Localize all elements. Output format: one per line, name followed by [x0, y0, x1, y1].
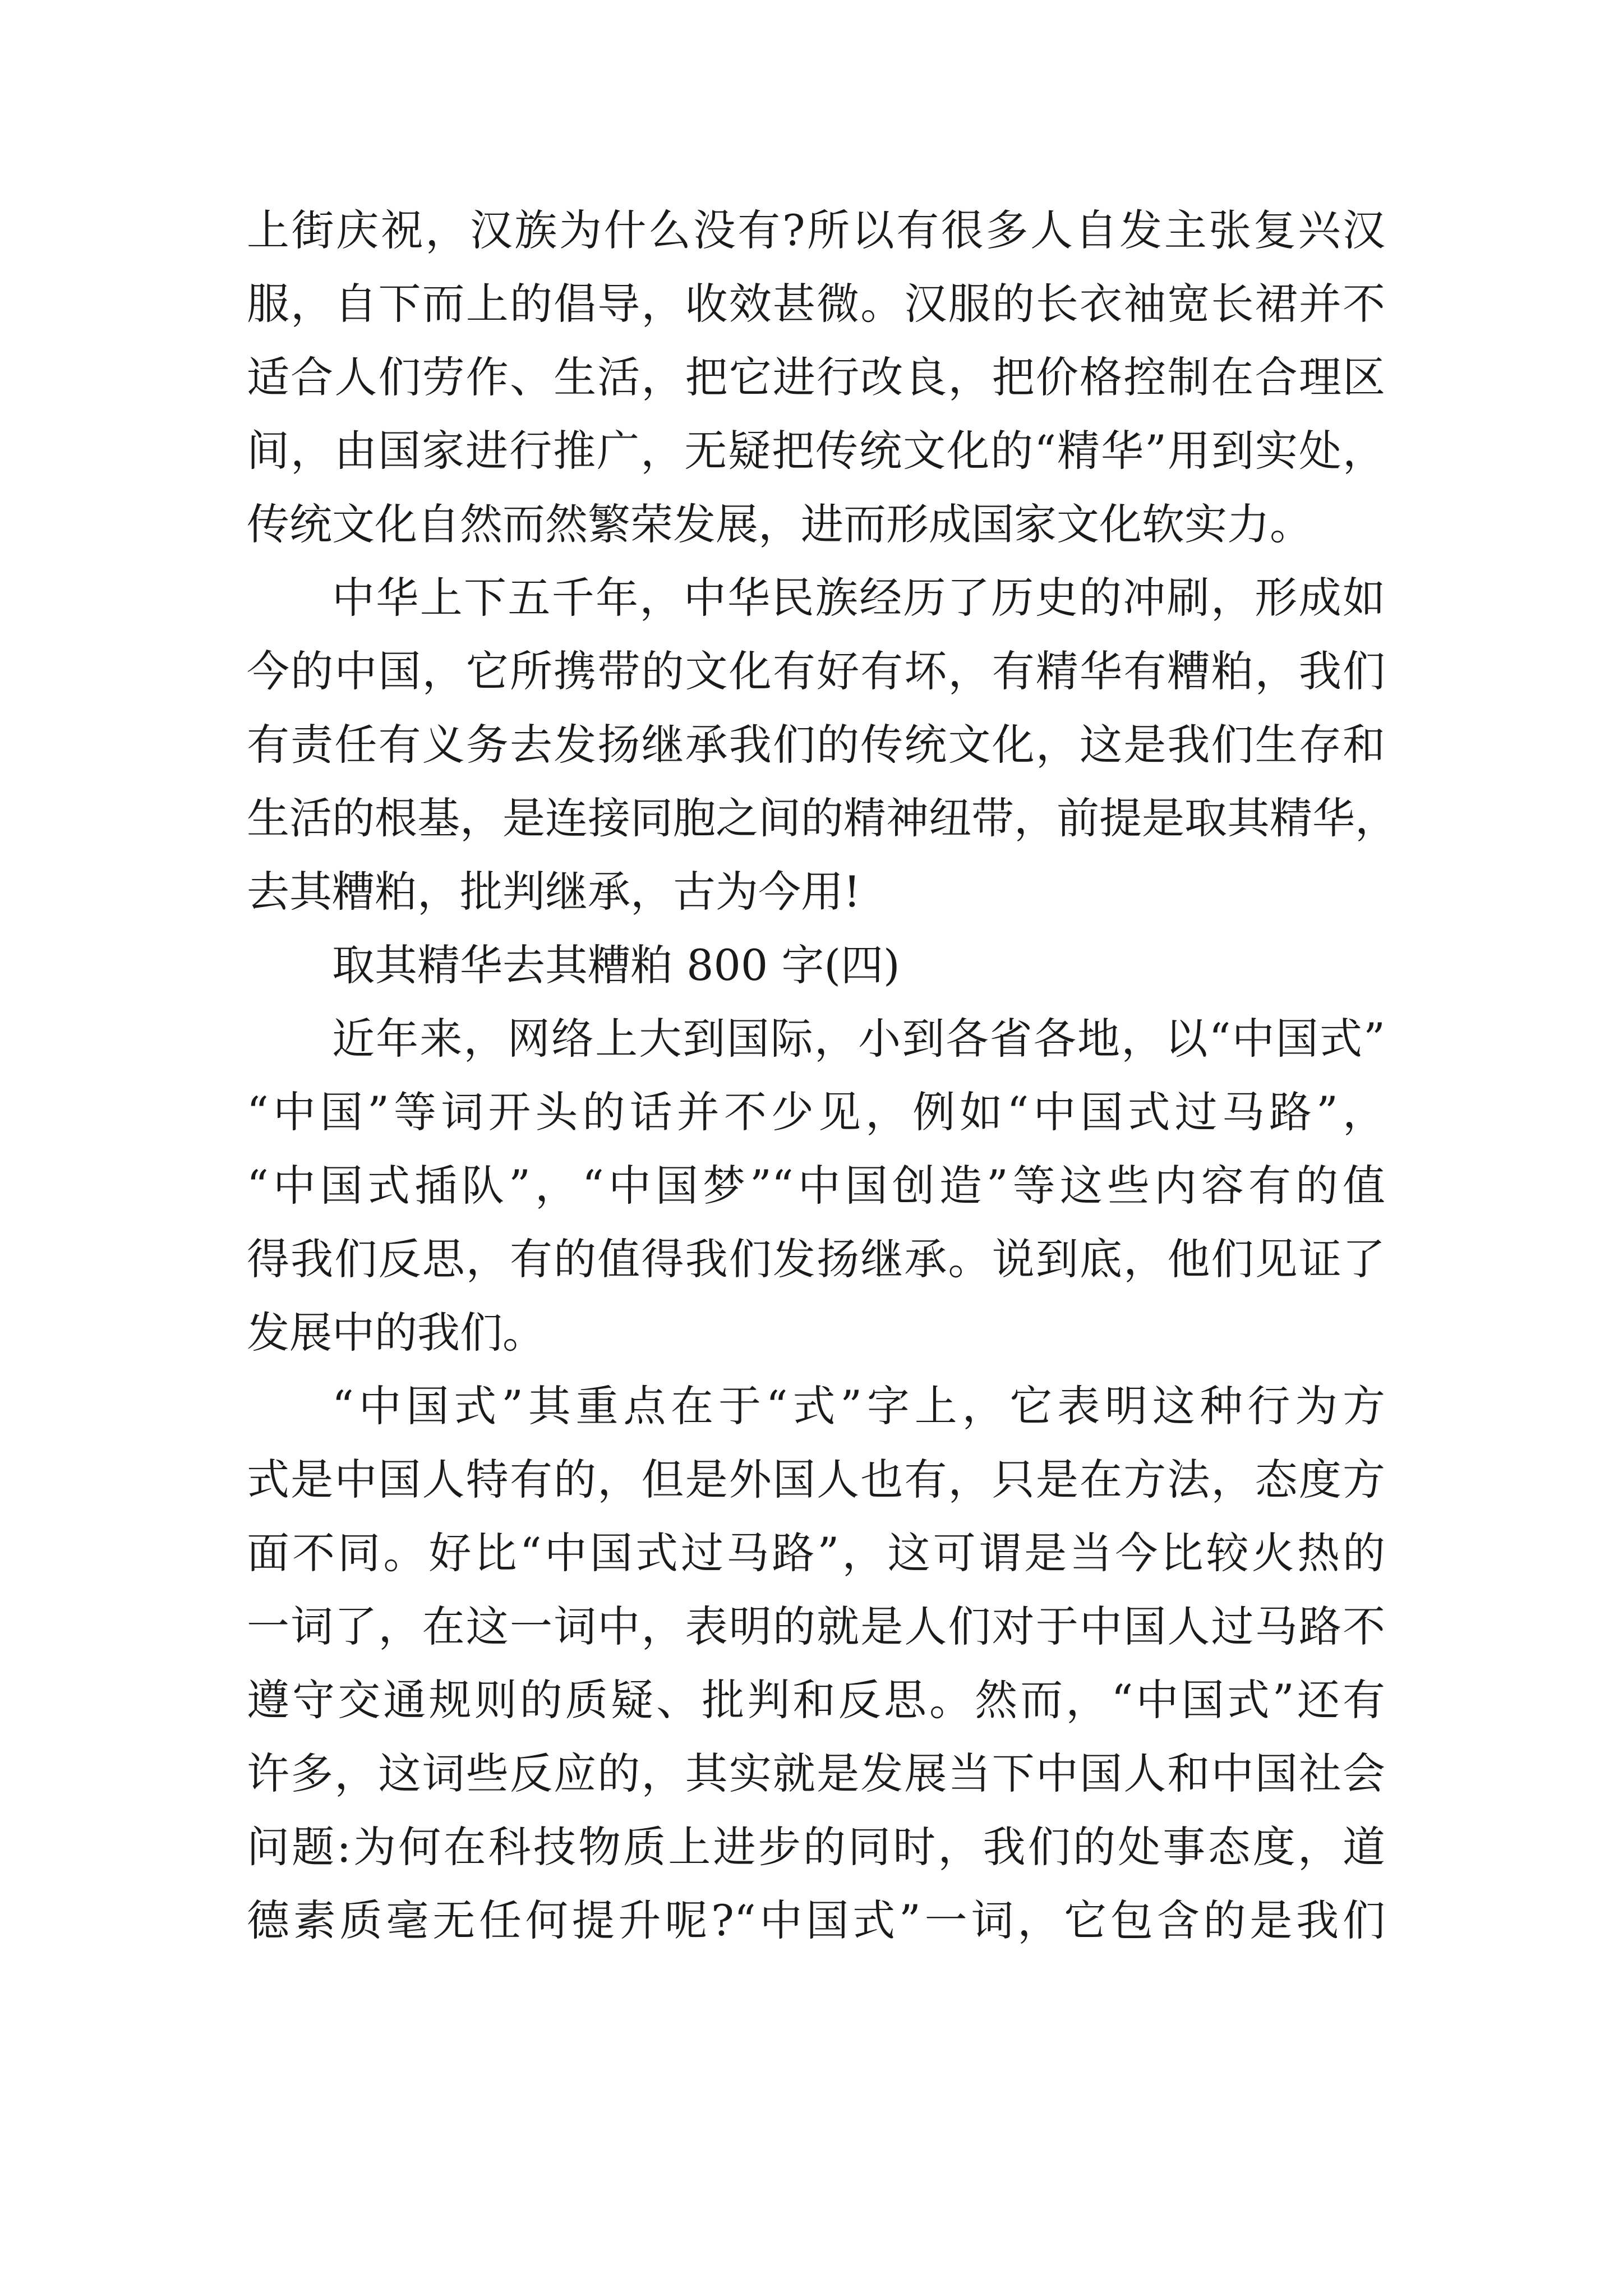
text-line: 发展中的我们。 [247, 1308, 545, 1358]
text-line: 德素质毫无任何提升呢?“中国式”一词，它包含的是我们 [247, 1895, 1385, 1945]
text-line: 生活的根基，是连接同胞之间的精神纽带，前提是取其精华， [247, 793, 1398, 843]
text-line: 面不同。好比“中国式过马路”，这可谓是当今比较火热的 [247, 1528, 1385, 1578]
text-line: 问题:为何在科技物质上进步的同时，我们的处事态度，道 [247, 1822, 1385, 1872]
text-line: 适合人们劳作、生活，把它进行改良，把价格控制在合理区 [247, 352, 1385, 402]
text-line: 许多，这词些反应的，其实就是发展当下中国人和中国社会 [247, 1749, 1385, 1798]
body-text [247, 194, 1398, 1957]
text-line: 一词了，在这一词中，表明的就是人们对于中国人过马路不 [247, 1602, 1385, 1651]
text-line: 遵守交通规则的质疑、批判和反思。然而，“中国式”还有 [247, 1675, 1385, 1725]
text-line: 今的中国，它所携带的文化有好有坏，有精华有糟粕，我们 [247, 646, 1385, 696]
section-heading: 取其精华去其糟粕 800 字(四) [332, 940, 900, 990]
text-line: 传统文化自然而然繁荣发展，进而形成国家文化软实力。 [247, 499, 1312, 549]
text-line: 中华上下五千年，中华民族经历了历史的冲刷，形成如 [332, 573, 1385, 623]
text-line: 去其糟粕，批判继承，古为今用! [247, 867, 861, 917]
text-line: 得我们反思，有的值得我们发扬继承。说到底，他们见证了 [247, 1234, 1385, 1284]
text-line: 式是中国人特有的，但是外国人也有，只是在方法，态度方 [247, 1455, 1385, 1504]
text-line: 间，由国家进行推广，无疑把传统文化的“精华”用到实处， [247, 426, 1385, 476]
text-line: “中国式”其重点在于“式”字上，它表明这种行为方 [332, 1381, 1385, 1431]
text-line: “中国”等词开头的话并不少见，例如“中国式过马路”， [247, 1087, 1385, 1137]
text-line: 上街庆祝，汉族为什么没有?所以有很多人自发主张复兴汉 [247, 205, 1385, 255]
text-line: 近年来，网络上大到国际，小到各省各地，以“中国式” [332, 1014, 1385, 1064]
text-line: 有责任有义务去发扬继承我们的传统文化，这是我们生存和 [247, 720, 1385, 770]
text-line: “中国式插队”，“中国梦”“中国创造”等这些内容有的值 [247, 1161, 1385, 1211]
text-line: 服，自下而上的倡导，收效甚微。汉服的长衣袖宽长裙并不 [247, 279, 1385, 329]
